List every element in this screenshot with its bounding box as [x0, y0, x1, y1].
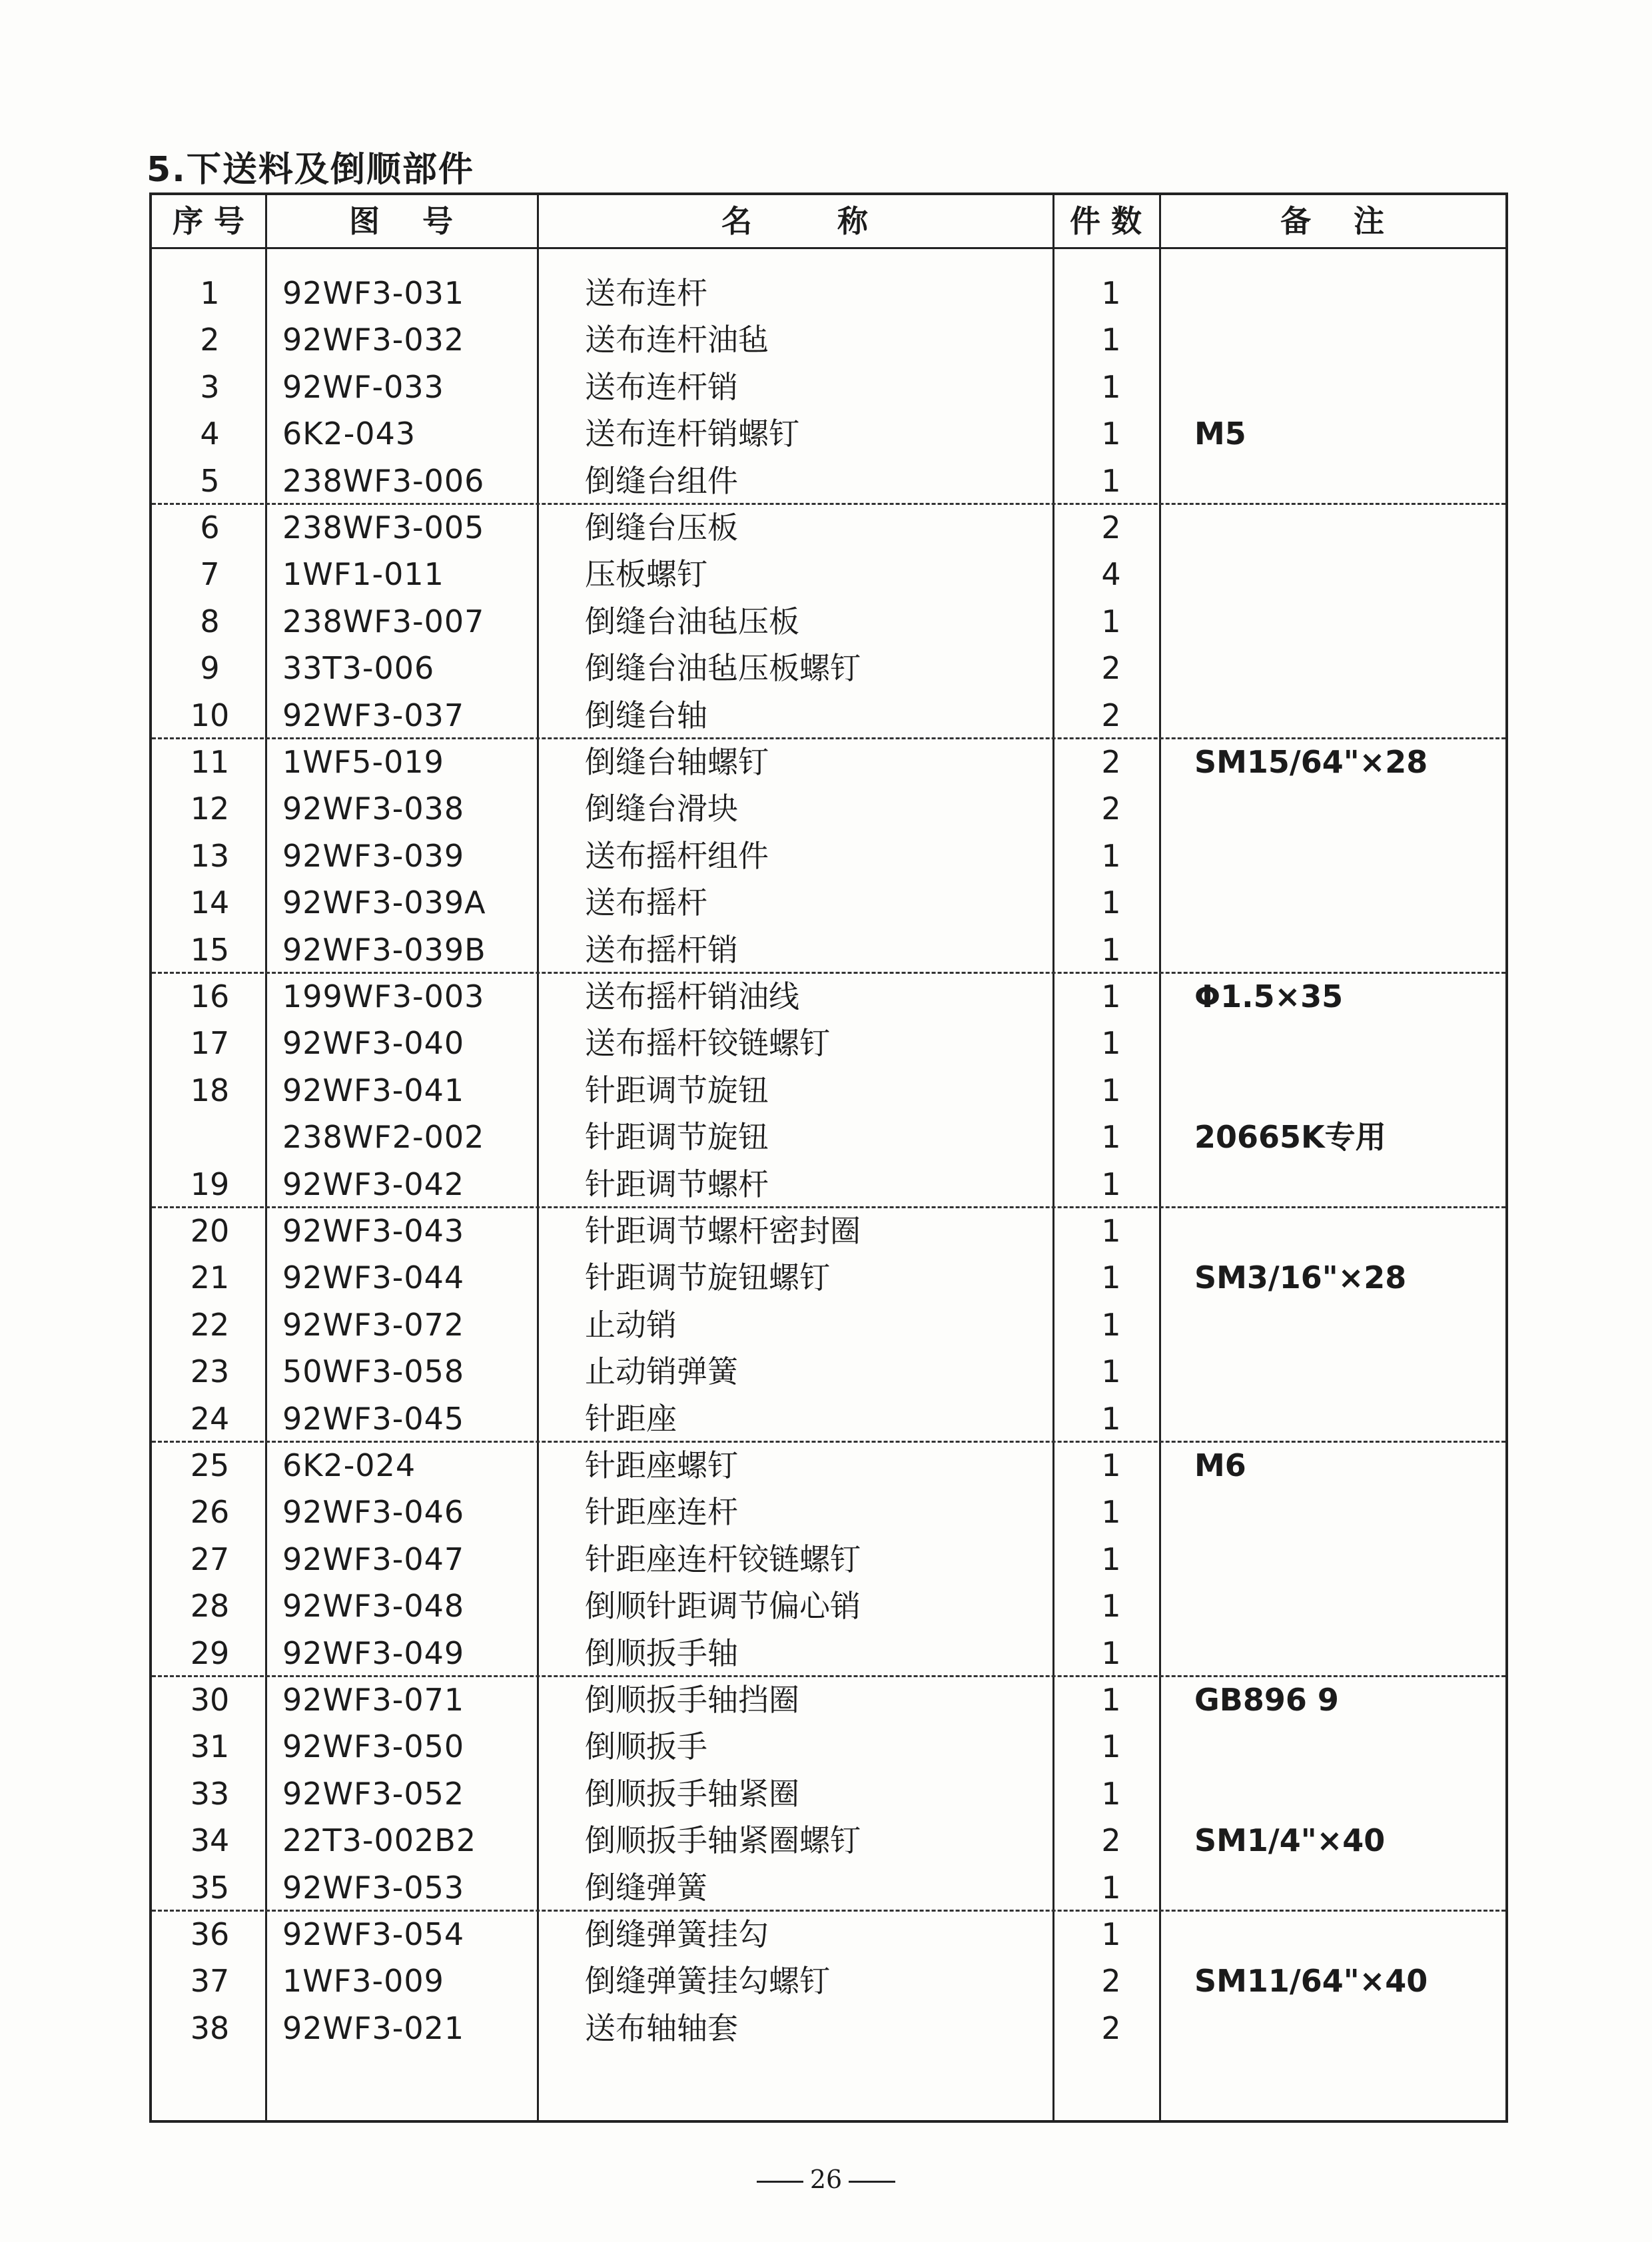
- quantity: 1: [1101, 462, 1121, 499]
- table-row: [152, 692, 1505, 739]
- quantity: 1: [1101, 603, 1121, 639]
- part-code: 92WF3-031: [282, 275, 465, 311]
- part-name: 针距调节旋钮: [585, 1072, 769, 1108]
- quantity: 1: [1101, 1306, 1121, 1343]
- part-name: 倒缝台轴: [585, 697, 707, 733]
- part-name: 倒顺扳手: [585, 1728, 707, 1765]
- quantity: 1: [1101, 275, 1121, 311]
- part-code: 238WF3-007: [282, 603, 485, 639]
- remark: [1194, 1770, 1501, 1817]
- table-row: [152, 739, 1505, 785]
- part-name: 送布摇杆: [585, 885, 707, 921]
- quantity: 1: [1101, 1541, 1121, 1577]
- item-number: 30: [190, 1682, 230, 1718]
- remark: [1194, 645, 1501, 691]
- part-name: 倒缝弹簧挂勾: [585, 1916, 769, 1952]
- part-name: 针距调节螺杆: [585, 1166, 769, 1202]
- table-row: [152, 1114, 1505, 1160]
- part-name: 针距座螺钉: [585, 1447, 738, 1483]
- part-name: 送布连杆油毡: [585, 322, 769, 358]
- part-name: 针距调节旋钮: [585, 1119, 769, 1156]
- part-code: 92WF3-053: [282, 1869, 465, 1906]
- table-row: [152, 833, 1505, 879]
- part-name: 倒缝台油毡压板: [585, 603, 799, 639]
- table-row: [152, 1958, 1505, 2004]
- table-row: [152, 1489, 1505, 1535]
- part-code: 92WF3-021: [282, 2010, 465, 2046]
- remark: [1194, 270, 1501, 316]
- table-row: [152, 1161, 1505, 1208]
- remark: [1194, 1161, 1501, 1208]
- part-name: 送布摇杆铰链螺钉: [585, 1025, 830, 1062]
- part-name: 针距座连杆: [585, 1494, 738, 1531]
- part-code: 92WF3-052: [282, 1775, 465, 1812]
- quantity: 2: [1101, 510, 1121, 546]
- remark: [1194, 1067, 1501, 1114]
- table-row: [152, 1911, 1505, 1958]
- table-row: [152, 270, 1505, 316]
- table-row: [152, 927, 1505, 973]
- page-number: 26: [809, 2165, 843, 2194]
- part-name: 压板螺钉: [585, 556, 707, 593]
- item-number: 6: [200, 510, 220, 546]
- remark: [1194, 1864, 1501, 1911]
- quantity: 1: [1101, 1400, 1121, 1437]
- part-name: 倒缝弹簧: [585, 1869, 707, 1906]
- part-code: 50WF3-058: [282, 1353, 465, 1390]
- footer-dash: [757, 2181, 803, 2183]
- quantity: 1: [1101, 1728, 1121, 1765]
- part-code: 1WF3-009: [282, 1963, 444, 2000]
- part-code: 199WF3-003: [282, 978, 485, 1014]
- part-code: 1WF5-019: [282, 744, 444, 780]
- quantity: 1: [1101, 1682, 1121, 1718]
- table-row: [152, 598, 1505, 645]
- part-code: 92WF3-037: [282, 697, 465, 733]
- item-number: 23: [190, 1353, 230, 1390]
- quantity: 1: [1101, 416, 1121, 452]
- table-row: [152, 1770, 1505, 1817]
- page-footer: [0, 2165, 1652, 2194]
- item-number: 2: [200, 322, 220, 358]
- item-number: 27: [190, 1541, 230, 1577]
- part-name: 倒缝台压板: [585, 510, 738, 546]
- table-row: [152, 1677, 1505, 1723]
- part-name: 倒顺扳手轴紧圈螺钉: [585, 1822, 861, 1859]
- table-row: [152, 504, 1505, 551]
- header-remark: 备 注: [1280, 203, 1385, 239]
- table-row: [152, 1254, 1505, 1301]
- quantity: 1: [1101, 322, 1121, 358]
- quantity: 1: [1101, 978, 1121, 1014]
- part-name: 针距调节螺杆密封圈: [585, 1213, 861, 1249]
- quantity: 1: [1101, 1353, 1121, 1390]
- item-number: 7: [200, 556, 220, 593]
- part-code: 92WF3-072: [282, 1306, 465, 1343]
- table-row: [152, 551, 1505, 597]
- table-row: [152, 1348, 1505, 1395]
- quantity: 1: [1101, 1494, 1121, 1531]
- remark: 20665K专用: [1194, 1119, 1386, 1156]
- remark: [1194, 1302, 1501, 1348]
- item-number: 11: [190, 744, 230, 780]
- remark: [1194, 1583, 1501, 1629]
- quantity: 1: [1101, 368, 1121, 405]
- part-code: 92WF3-040: [282, 1025, 465, 1062]
- remark: [1194, 1630, 1501, 1677]
- remark: [1194, 1536, 1501, 1583]
- item-number: 19: [190, 1166, 230, 1202]
- item-number: 12: [190, 791, 230, 827]
- part-name: 针距座: [585, 1400, 677, 1437]
- part-code: 92WF3-042: [282, 1166, 465, 1202]
- quantity: 1: [1101, 885, 1121, 921]
- quantity: 1: [1101, 931, 1121, 968]
- part-name: 送布连杆销: [585, 368, 738, 405]
- part-code: 92WF3-045: [282, 1400, 465, 1437]
- remark: [1194, 364, 1501, 410]
- part-code: 92WF3-050: [282, 1728, 465, 1765]
- part-code: 92WF3-039A: [282, 885, 486, 921]
- header-code: 图 号: [348, 203, 454, 239]
- part-name: 送布连杆销螺钉: [585, 416, 799, 452]
- item-number: 10: [190, 697, 230, 733]
- part-code: 238WF3-006: [282, 462, 485, 499]
- remark: [1194, 598, 1501, 645]
- remark: [1194, 1723, 1501, 1770]
- item-number: 16: [190, 978, 230, 1014]
- part-code: 92WF3-038: [282, 791, 465, 827]
- part-code: 92WF3-054: [282, 1916, 465, 1952]
- part-name: 倒缝弹簧挂勾螺钉: [585, 1963, 830, 2000]
- remark: GB896 9: [1194, 1682, 1339, 1718]
- part-code: 92WF3-048: [282, 1588, 465, 1625]
- part-name: 止动销: [585, 1306, 677, 1343]
- quantity: 2: [1101, 2010, 1121, 2046]
- part-name: 送布摇杆销油线: [585, 978, 799, 1014]
- part-name: 倒顺扳手轴: [585, 1635, 738, 1671]
- remark: [1194, 316, 1501, 363]
- quantity: 1: [1101, 1588, 1121, 1625]
- part-name: 倒缝台滑块: [585, 791, 738, 827]
- remark: SM3/16"×28: [1194, 1260, 1407, 1296]
- part-code: 92WF3-039B: [282, 931, 486, 968]
- remark: [1194, 551, 1501, 597]
- item-number: 13: [190, 837, 230, 874]
- table-row: [152, 2005, 1505, 2052]
- part-code: 238WF3-005: [282, 510, 485, 546]
- table-row: [152, 1817, 1505, 1864]
- item-number: 20: [190, 1213, 230, 1249]
- table-row: [152, 645, 1505, 691]
- remark: [1194, 2005, 1501, 2052]
- remark: SM11/64"×40: [1194, 1963, 1428, 2000]
- table-row: [152, 1864, 1505, 1911]
- quantity: 1: [1101, 1213, 1121, 1249]
- table-row: [152, 1723, 1505, 1770]
- part-name: 止动销弹簧: [585, 1353, 738, 1390]
- quantity: 1: [1101, 1869, 1121, 1906]
- item-number: 26: [190, 1494, 230, 1531]
- table-row: [152, 316, 1505, 363]
- quantity: 1: [1101, 1635, 1121, 1671]
- remark: [1194, 1208, 1501, 1254]
- remark: [1194, 458, 1501, 504]
- quantity: 1: [1101, 1260, 1121, 1296]
- remark: [1194, 785, 1501, 832]
- item-number: 31: [190, 1728, 230, 1765]
- table-row: [152, 1302, 1505, 1348]
- table-row: [152, 1067, 1505, 1114]
- item-number: 33: [190, 1775, 230, 1812]
- item-number: 37: [190, 1963, 230, 2000]
- remark: [1194, 1348, 1501, 1395]
- remark: [1194, 879, 1501, 926]
- quantity: 2: [1101, 1963, 1121, 2000]
- table-row: [152, 1583, 1505, 1629]
- table-row: [152, 1395, 1505, 1442]
- item-number: 22: [190, 1306, 230, 1343]
- part-name: 倒缝台油毡压板螺钉: [585, 650, 861, 687]
- table-row: [152, 1020, 1505, 1066]
- quantity: 2: [1101, 697, 1121, 733]
- item-number: 21: [190, 1260, 230, 1296]
- remark: SM1/4"×40: [1194, 1822, 1386, 1859]
- remark: M5: [1194, 416, 1246, 452]
- remark: [1194, 1489, 1501, 1535]
- remark: [1194, 833, 1501, 879]
- part-name: 送布摇杆组件: [585, 837, 769, 874]
- part-code: 92WF3-071: [282, 1682, 465, 1718]
- part-code: 92WF3-041: [282, 1072, 465, 1108]
- remark: [1194, 504, 1501, 551]
- item-number: 1: [200, 275, 220, 311]
- quantity: 1: [1101, 1119, 1121, 1156]
- header-qty: 件 数: [1069, 203, 1142, 239]
- table-row: [152, 785, 1505, 832]
- part-name: 倒顺扳手轴挡圈: [585, 1682, 799, 1718]
- item-number: 28: [190, 1588, 230, 1625]
- table-row: [152, 1630, 1505, 1677]
- part-code: 92WF3-039: [282, 837, 465, 874]
- quantity: 1: [1101, 837, 1121, 874]
- item-number: 15: [190, 931, 230, 968]
- remark: M6: [1194, 1447, 1246, 1483]
- header-name: 名 称: [721, 203, 869, 239]
- remark: [1194, 1911, 1501, 1958]
- item-number: 25: [190, 1447, 230, 1483]
- item-number: 4: [200, 416, 220, 452]
- item-number: 34: [190, 1822, 230, 1859]
- item-number: 36: [190, 1916, 230, 1952]
- part-name: 倒顺扳手轴紧圈: [585, 1775, 799, 1812]
- remark: [1194, 927, 1501, 973]
- table-header: [152, 195, 1505, 249]
- part-name: 针距调节旋钮螺钉: [585, 1260, 830, 1296]
- table-row: [152, 1442, 1505, 1489]
- page-title: 5.下送料及倒顺部件: [147, 150, 474, 190]
- part-code: 33T3-006: [282, 650, 435, 687]
- item-number: 38: [190, 2010, 230, 2046]
- item-number: 18: [190, 1072, 230, 1108]
- quantity: 1: [1101, 1166, 1121, 1202]
- part-name: 针距座连杆铰链螺钉: [585, 1541, 861, 1577]
- quantity: 1: [1101, 1916, 1121, 1952]
- item-number: [152, 1114, 268, 1160]
- part-code: 92WF3-044: [282, 1260, 465, 1296]
- table-row: [152, 973, 1505, 1020]
- quantity: 1: [1101, 1072, 1121, 1108]
- part-code: 6K2-024: [282, 1447, 416, 1483]
- table-row: [152, 879, 1505, 926]
- part-code: 92WF3-046: [282, 1494, 465, 1531]
- part-code: 92WF3-043: [282, 1213, 465, 1249]
- table-row: [152, 364, 1505, 410]
- item-number: 8: [200, 603, 220, 639]
- remark: [1194, 1020, 1501, 1066]
- quantity: 2: [1101, 791, 1121, 827]
- item-number: 35: [190, 1869, 230, 1906]
- remark: [1194, 692, 1501, 739]
- part-code: 1WF1-011: [282, 556, 444, 593]
- part-code: 238WF2-002: [282, 1119, 485, 1156]
- part-code: 92WF-033: [282, 368, 444, 405]
- header-no: 序 号: [172, 203, 244, 239]
- quantity: 2: [1101, 650, 1121, 687]
- table-row: [152, 1536, 1505, 1583]
- part-code: 22T3-002B2: [282, 1822, 477, 1859]
- quantity: 2: [1101, 744, 1121, 780]
- part-name: 倒顺针距调节偏心销: [585, 1588, 861, 1625]
- item-number: 17: [190, 1025, 230, 1062]
- part-code: 92WF3-049: [282, 1635, 465, 1671]
- remark: [1194, 1395, 1501, 1442]
- quantity: 4: [1101, 556, 1121, 593]
- item-number: 5: [200, 462, 220, 499]
- parts-table: [149, 192, 1508, 2123]
- part-name: 送布轴轴套: [585, 2010, 738, 2046]
- part-name: 倒缝台轴螺钉: [585, 744, 769, 780]
- part-code: 92WF3-032: [282, 322, 465, 358]
- part-name: 倒缝台组件: [585, 462, 738, 499]
- item-number: 9: [200, 650, 220, 687]
- table-row: [152, 410, 1505, 457]
- table-row: [152, 458, 1505, 504]
- remark: Φ1.5×35: [1194, 978, 1344, 1014]
- quantity: 1: [1101, 1447, 1121, 1483]
- footer-dash: [849, 2181, 895, 2183]
- item-number: 29: [190, 1635, 230, 1671]
- quantity: 1: [1101, 1775, 1121, 1812]
- part-code: 6K2-043: [282, 416, 416, 452]
- part-code: 92WF3-047: [282, 1541, 465, 1577]
- part-name: 送布摇杆销: [585, 931, 738, 968]
- quantity: 1: [1101, 1025, 1121, 1062]
- quantity: 2: [1101, 1822, 1121, 1859]
- item-number: 14: [190, 885, 230, 921]
- item-number: 24: [190, 1400, 230, 1437]
- remark: SM15/64"×28: [1194, 744, 1428, 780]
- part-name: 送布连杆: [585, 275, 707, 311]
- item-number: 3: [200, 368, 220, 405]
- table-row: [152, 1208, 1505, 1254]
